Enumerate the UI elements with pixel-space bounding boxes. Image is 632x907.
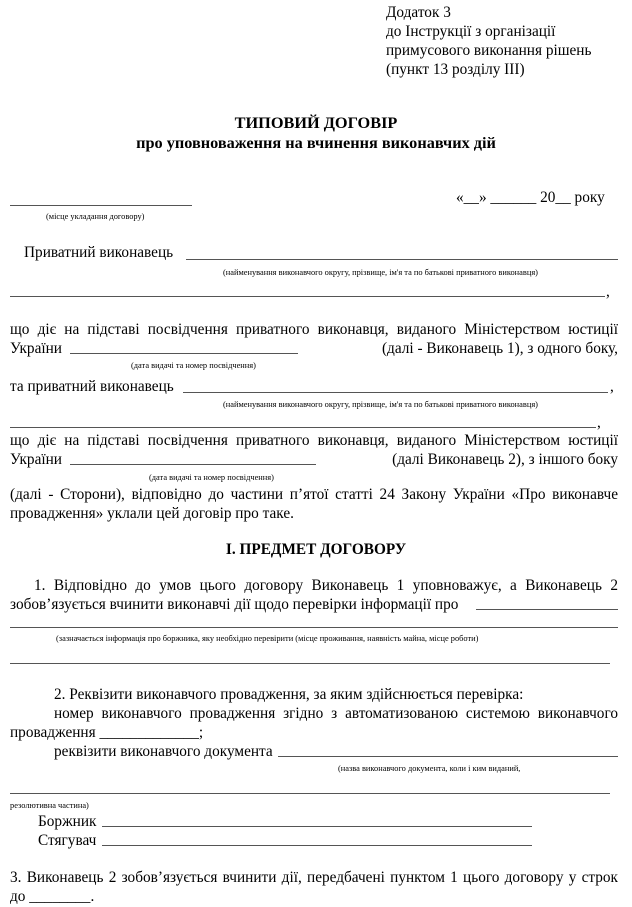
party1-alias: (далі - Виконавець 1), з одного боку, [381,340,618,357]
place-field[interactable] [10,205,192,206]
clause3-line: 3. Виконавець 2 зобов’язується вчинити дії, передбачені пунктом 1 цього договору у строк [10,869,618,886]
party2-name-caption: (найменування виконавчого округу, прізвище, ім'я та по батькові приватного виконавця) [223,400,538,409]
clause1-info-field-2[interactable] [10,627,618,628]
exec-document-field[interactable] [278,756,618,757]
party1-country: України [10,340,62,357]
creditor-field[interactable] [102,845,532,846]
exec-document-field-2[interactable] [10,793,610,794]
party2-cert-field[interactable] [70,464,316,465]
clause2-line: 2. Реквізити виконавчого провадження, за яким здійснюється перевірка: [54,686,524,703]
party1-name-field[interactable] [186,259,618,260]
clause1-info-field-3[interactable] [10,663,610,664]
party1-label: Приватний виконавець [24,244,174,261]
party2-basis-line: що діє на підставі посвідчення приватного виконавця, виданого Міністерством юстиції [10,432,618,449]
preamble-line: (далі - Сторони), відповідно до частини п’ятої статті 24 Закону України «Про виконавче [10,486,618,503]
party2-name-field[interactable] [183,392,608,393]
debtor-label: Боржник [38,813,97,830]
document-title: ТИПОВИЙ ДОГОВІР [234,113,398,132]
clause2-line: реквізити виконавчого документа [54,743,273,760]
appendix-number: Додаток 3 [386,4,451,21]
clause1-line: 1. Відповідно до умов цього договору Виконавець 1 уповноважує, а Виконавець 2 [34,577,618,594]
date-field: «__» ______ 20__ року [456,189,605,206]
clause2-line: номер виконавчого провадження згідно з автоматизованою системою виконавчого [54,705,618,722]
clause2-caption: резолютивна частина) [10,801,89,810]
party1-name-field-2[interactable] [10,296,605,297]
party2-label: та приватний виконавець [10,378,174,395]
party1-cert-caption: (дата видачі та номер посвідчення) [131,361,256,370]
party1-cert-field[interactable] [70,353,298,354]
appendix-line: до Інструкції з організації [386,23,556,40]
party1-name-caption: (найменування виконавчого округу, прізвище, ім'я та по батькові приватного виконавця) [223,268,538,277]
comma: , [610,378,614,395]
clause2-caption: (назва виконавчого документа, коли і ким виданий, [338,764,521,773]
clause2-case-number: провадження _____________; [10,724,204,741]
appendix-line: (пункт 13 розділу ІІІ) [386,61,525,78]
party2-cert-caption: (дата видачі та номер посвідчення) [149,473,274,482]
debtor-field[interactable] [102,826,532,827]
clause1-line: зобов’язується вчинити виконавчі дії щодо перевірки інформації про [10,596,459,613]
clause1-caption: (зазначається інформація про боржника, яку необхідно перевірити (місце проживання, наявність майна, місце роботи) [56,634,479,643]
clause1-info-field[interactable] [476,609,618,610]
preamble-line: провадження» уклали цей договір про таке. [10,505,294,522]
document-subtitle: про уповноваження на вчинення виконавчих дій [136,133,496,152]
creditor-label: Стягувач [38,832,97,849]
clause3-deadline: до ________. [10,888,95,905]
comma: , [597,414,601,431]
place-caption: (місце укладання договору) [46,212,145,221]
appendix-line: примусового виконання рішень [386,42,592,59]
party2-country: України [10,451,62,468]
comma: , [606,283,610,300]
party2-alias: (далі Виконавець 2), з іншого боку [392,451,618,468]
party2-name-field-2[interactable] [10,427,596,428]
section-heading: І. ПРЕДМЕТ ДОГОВОРУ [225,541,407,558]
party1-basis-line: що діє на підставі посвідчення приватного виконавця, виданого Міністерством юстиції [10,321,618,338]
